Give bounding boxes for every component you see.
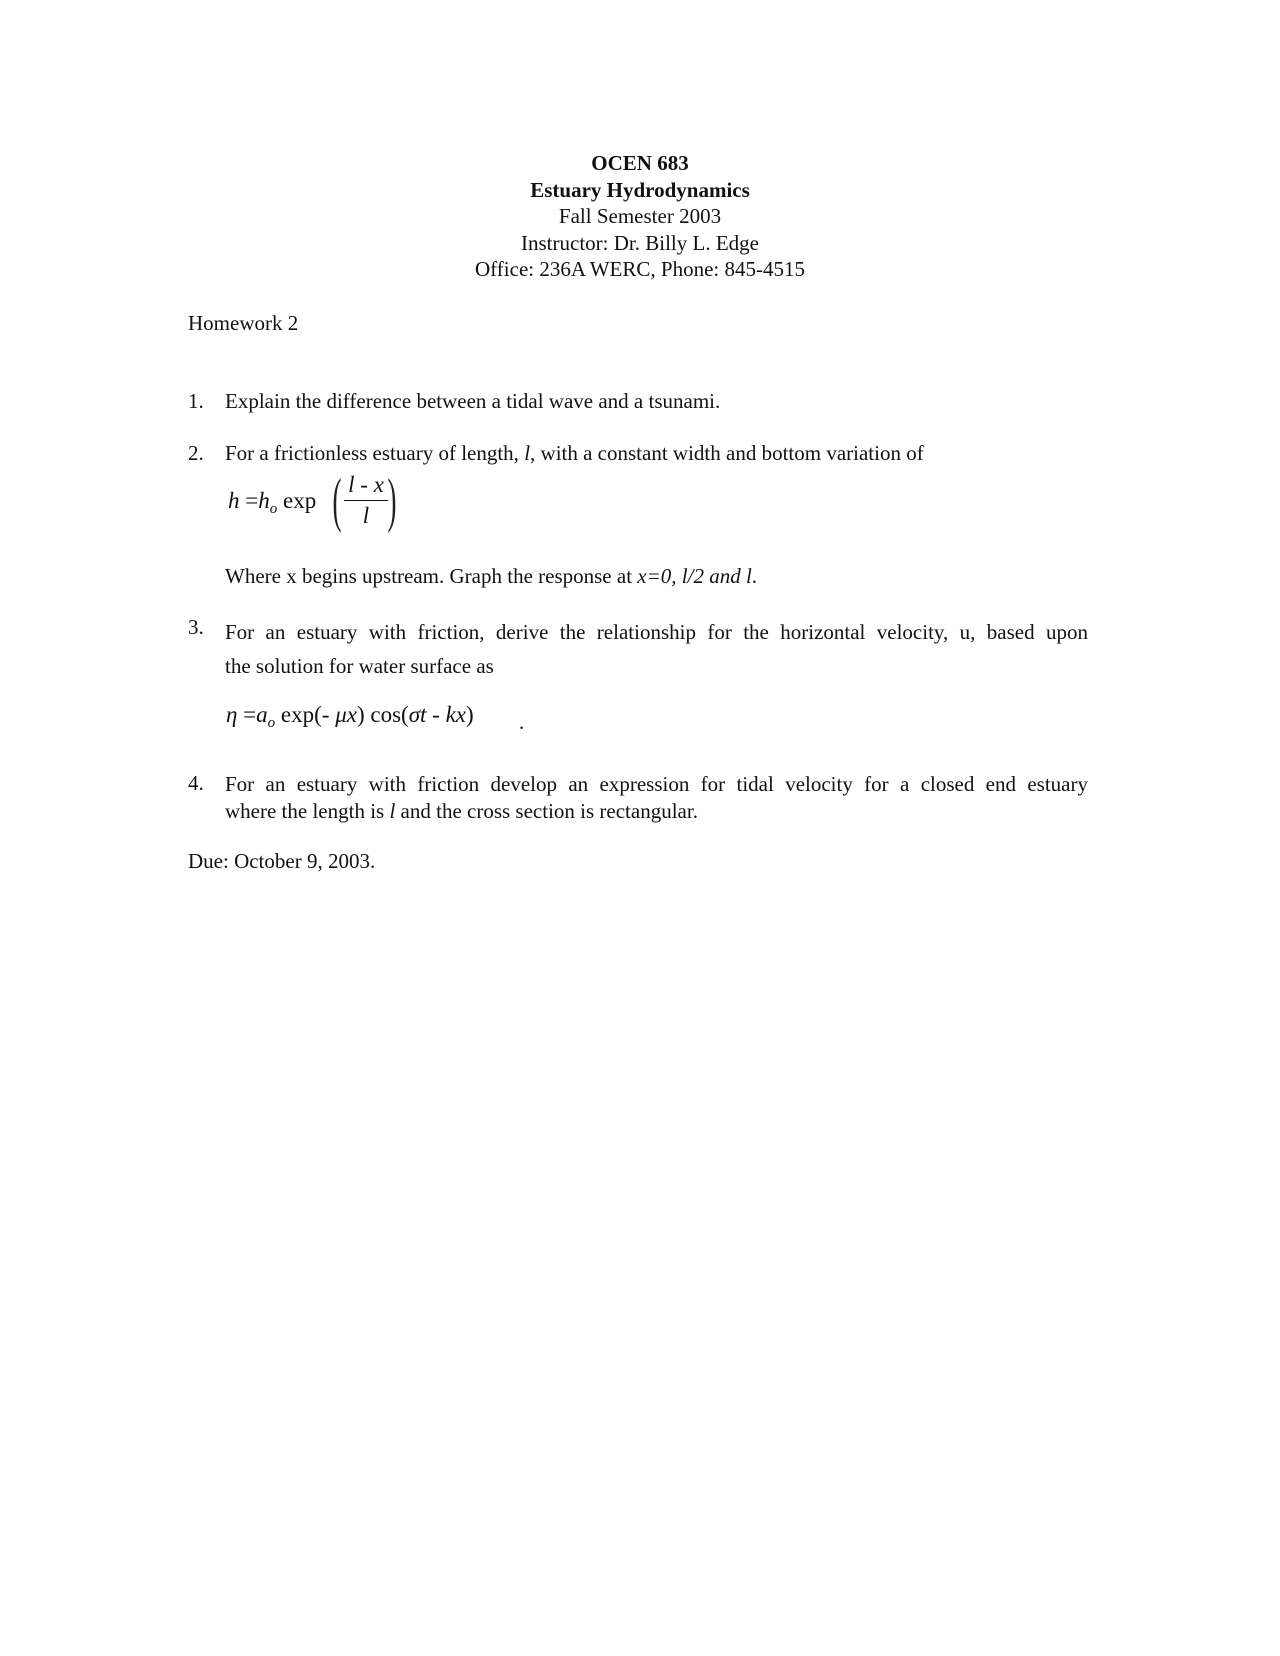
problem-text-part: where the length is	[225, 799, 390, 823]
due-date: Due: October 9, 2003.	[188, 849, 376, 873]
where-end: .	[751, 564, 758, 588]
problem-2-instructions	[225, 563, 757, 589]
eq-symbol: =	[239, 488, 259, 513]
problem-text-part: and the cross section is rectangular.	[395, 799, 698, 823]
eq-function: ) cos(	[356, 702, 409, 727]
water-surface-equation	[226, 702, 525, 734]
eq-function: exp(-	[275, 702, 336, 727]
length-variable: l	[389, 799, 396, 823]
where-points: x=0, l/2 and l	[637, 564, 752, 588]
eq-symbol: =	[237, 702, 257, 727]
problem-line	[225, 798, 1088, 825]
instructor: Instructor: Dr. Billy L. Edge	[521, 230, 759, 255]
eq-symbol: -	[426, 702, 446, 727]
problem-number: 4.	[188, 771, 204, 795]
fraction	[344, 472, 388, 529]
eq-period: .	[519, 710, 525, 734]
problem-text	[225, 441, 1088, 466]
eq-subscript: o	[269, 501, 278, 517]
homework-title: Homework 2	[188, 311, 299, 335]
eq-subscript: o	[267, 715, 276, 731]
problem-number: 2.	[188, 441, 204, 465]
problem-text	[225, 615, 1088, 683]
equation-lhs	[228, 488, 316, 518]
eq-symbol: a	[256, 702, 268, 727]
problem-text-part: For a frictionless estuary of length,	[225, 441, 519, 465]
office-info: Office: 236A WERC, Phone: 845-4515	[475, 257, 805, 281]
problem-line: For an estuary with friction, derive the relationship for the horizontal velocity, u, based upon	[225, 620, 1088, 644]
course-code: OCEN 683	[591, 151, 689, 175]
eq-symbol: σt	[408, 702, 427, 727]
eq-symbol: η	[226, 702, 238, 727]
problem-line: For an estuary with friction develop an expression for tidal velocity for a closed end estuary	[225, 772, 1088, 796]
problem-line: the solution for water surface as	[225, 654, 494, 678]
right-paren-glyph: )	[387, 467, 397, 533]
fraction-numerator: l - x	[348, 472, 384, 497]
eq-symbol: )	[466, 702, 474, 727]
where-text: Where x begins upstream. Graph the response at	[225, 564, 638, 588]
eq-symbol: h	[258, 488, 270, 513]
eq-function: exp	[277, 488, 317, 513]
fraction-denominator: l	[362, 503, 370, 528]
fraction-bar	[344, 500, 388, 501]
problem-text: Explain the difference between a tidal wave and a tsunami.	[225, 389, 721, 413]
length-variable: l	[524, 441, 531, 465]
document-header	[0, 150, 1280, 283]
problem-text-part: , with a constant width and bottom variation of	[530, 441, 924, 465]
problem-number: 3.	[188, 615, 204, 639]
eq-symbol: kx	[445, 702, 467, 727]
eq-symbol: h	[228, 488, 240, 513]
left-paren-glyph: (	[332, 467, 342, 533]
problem-text	[225, 771, 1088, 825]
eq-symbol: μx	[335, 702, 357, 727]
semester: Fall Semester 2003	[558, 204, 722, 228]
problem-number: 1.	[188, 389, 204, 413]
course-title: Estuary Hydrodynamics	[530, 177, 750, 202]
